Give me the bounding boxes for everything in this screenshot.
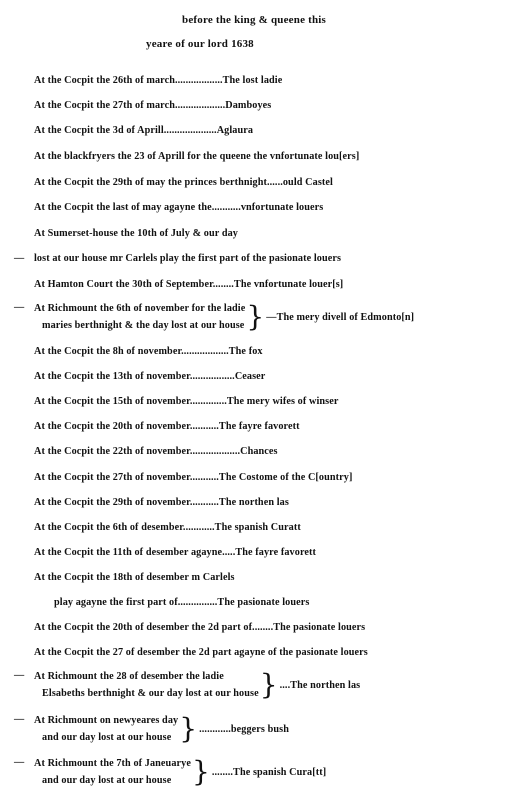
list-item-richmount-1 — [14, 300, 414, 334]
richmount-4-line-1: At Richmount the 7th of Janeuarye — [34, 758, 191, 769]
list-item: At Sumerset-house the 10th of July & our day — [34, 228, 239, 239]
richmount-2-line-2: Elsabeths berthnight & our day lost at our house — [42, 688, 259, 699]
richmount-1-line-2: maries berthnight & the day lost at our house — [42, 320, 245, 331]
list-item: At Hamton Court the 30th of September........The vnfortunate louer[s] — [34, 279, 344, 290]
richmount-2-title: ....The northen las — [279, 679, 361, 691]
list-item: At the Cocpit the 26th of march..................The lost ladie — [34, 75, 283, 86]
list-item: At the Cocpit the 29th of may the princes berthnight......ould Castel — [34, 177, 333, 188]
list-item: —lost at our house mr Carlels play the first part of the pasionate louers — [14, 253, 505, 264]
brace: } — [191, 755, 210, 788]
list-item: At the Cocpit the 6th of desember............The spanish Curatt — [34, 522, 301, 533]
header-line-1: before the king & queene this — [182, 14, 327, 26]
richmount-1-line-1: At Richmount the 6th of november for the ladie — [34, 303, 246, 314]
richmount-1-title: —The mery divell of Edmonto[n] — [266, 311, 415, 323]
list-item: At the Cocpit the 20th of desember the 2d part of........The pasionate louers — [34, 622, 366, 633]
list-item: At the Cocpit the 8h of november..................The fox — [34, 346, 263, 357]
list-item: At the Cocpit the 27 of desember the 2d part agayne of the pasionate louers — [34, 647, 368, 658]
list-item: At the Cocpit the last of may agayne the...........vnfortunate louers — [34, 202, 324, 213]
brace: } — [179, 712, 198, 745]
list-item: At the Cocpit the 11th of desember agayne.....The fayre favorett — [34, 547, 316, 558]
list-item: At the Cocpit the 27th of march...................Damboyes — [34, 100, 272, 111]
list-item: play agayne the first part of...............The pasionate louers — [54, 597, 310, 608]
list-item: At the Cocpit the 27th of november...........The Costome of the C[ountry] — [34, 472, 353, 483]
richmount-3-line-2: and our day lost at our house — [42, 732, 172, 743]
brace: } — [246, 300, 265, 333]
richmount-4-title: ........The spanish Cura[tt] — [211, 766, 327, 778]
list-item: At the Cocpit the 22th of november...................Chances — [34, 446, 278, 457]
list-item: At the Cocpit the 15th of november..............The mery wifes of winser — [34, 396, 339, 407]
richmount-3-line-1: At Richmount on newyeares day — [34, 715, 179, 726]
list-item-richmount-3 — [14, 712, 289, 746]
list-item: At the Cocpit the 18th of desember m Carlels — [34, 572, 235, 583]
list-item: At the Cocpit the 20th of november...........The fayre favorett — [34, 421, 300, 432]
richmount-4-line-2: and our day lost at our house — [42, 775, 172, 786]
richmount-2-line-1: At Richmount the 28 of desember the ladie — [34, 671, 224, 682]
list-item: At the Cocpit the 13th of november.................Ceaser — [34, 371, 266, 382]
list-item: At the blackfryers the 23 of Aprill for the queene the vnfortunate lou[ers] — [34, 151, 360, 162]
list-item: At the Cocpit the 29th of november...........The northen las — [34, 497, 289, 508]
list-item-richmount-2 — [14, 668, 360, 702]
richmount-3-title: ............beggers bush — [199, 723, 289, 735]
list-item-richmount-4 — [14, 755, 326, 789]
brace: } — [259, 668, 278, 701]
header-line-2: yeare of our lord 1638 — [146, 38, 254, 50]
list-item: At the Cocpit the 3d of Aprill....................Aglaura — [34, 125, 254, 136]
